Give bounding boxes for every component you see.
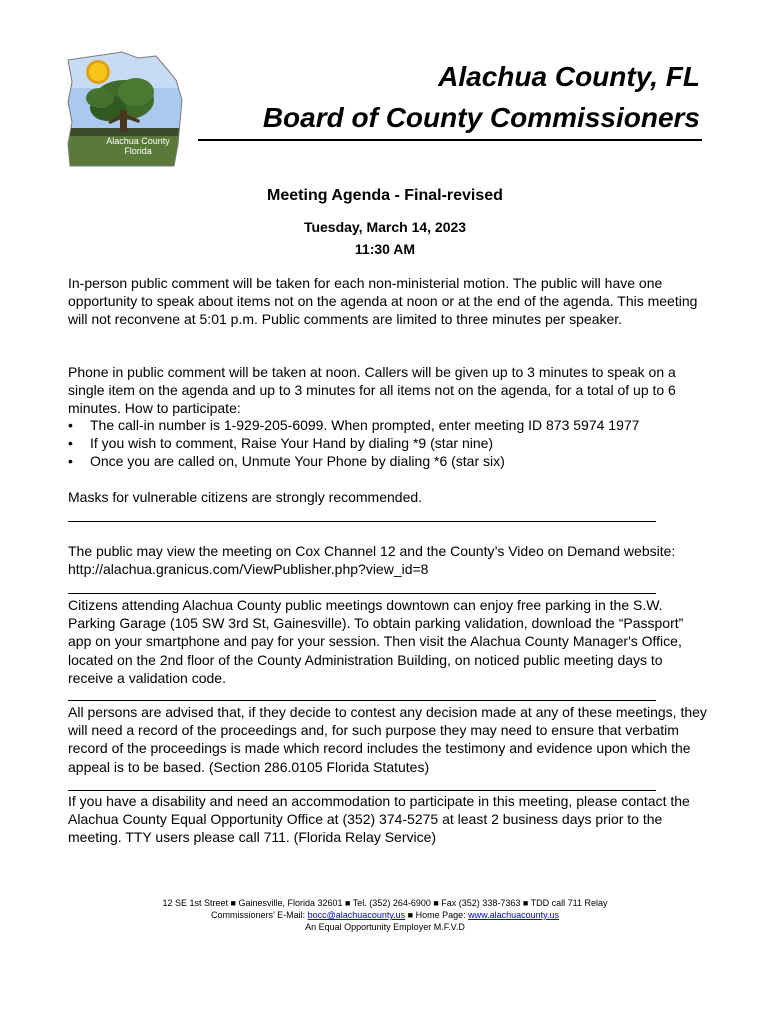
- logo-text-county: Alachua County: [106, 136, 170, 146]
- county-map-icon: [64, 48, 186, 170]
- phone-steps-list: [68, 416, 708, 471]
- list-item: • If you wish to comment, Raise Your Hand by dialing *9 (star nine): [68, 434, 708, 452]
- in-person-comment-paragraph: In-person public comment will be taken for each non-ministerial motion. The public will have one opportunity to speak about items not on the agenda at noon or at the end of the agenda. This meeting will not reconvene at 5:01 p.m. Public comments are limited to three minutes per speaker.: [68, 275, 698, 328]
- divider: [68, 593, 656, 594]
- disability-notice: If you have a disability and need an accommodation to participate in this meeting, please contact the Alachua County Equal Opportunity Office at (352) 374-5275 at least 2 business days prior to the meeting. TTY users please call 711. (Florida Relay Service): [68, 793, 690, 846]
- agenda-title: Meeting Agenda - Final-revised: [267, 187, 503, 204]
- page-footer: [0, 897, 770, 933]
- phone-comment-paragraph: Phone in public comment will be taken at noon. Callers will be given up to 3 minutes to speak on a single item on the agenda and up to 3 minutes for all items not on the agenda, for a total of up to 6 minutes. How to participate:: [68, 364, 676, 417]
- meeting-time: 11:30 AM: [354, 241, 416, 257]
- divider: [68, 521, 656, 522]
- meeting-date: Tuesday, March 14, 2023: [303, 219, 467, 235]
- organization-title: [263, 56, 700, 138]
- footer-contact: [0, 909, 770, 921]
- email-link[interactable]: bocc@alachuacounty.us: [307, 910, 406, 920]
- masks-notice: Masks for vulnerable citizens are strongly recommended.: [68, 489, 423, 505]
- list-item: • The call-in number is 1-929-205-6099. When prompted, enter meeting ID 873 5974 1977: [68, 416, 708, 434]
- title-board: Board of County Commissioners: [262, 102, 700, 133]
- list-item: • Once you are called on, Unmute Your Phone by dialing *6 (star six): [68, 452, 708, 470]
- footer-home-label: ■ Home Page:: [405, 910, 469, 920]
- footer-eeo: An Equal Opportunity Employer M.F.V.D: [305, 922, 465, 932]
- logo-text-state: Florida: [124, 146, 152, 156]
- county-logo: [64, 48, 186, 170]
- divider: [68, 790, 656, 791]
- title-county: Alachua County, FL: [438, 61, 700, 92]
- parking-notice: Citizens attending Alachua County public meetings downtown can enjoy free parking in the S.W. Parking Garage (105 SW 3rd St, Gainesville). To obtain parking validation, download the “Passport” app on your smartphone and pay for your session. Then visit the Alachua County Manager's Office, located on the 2nd floor of the County Administration Building, on noticed public meeting days to receive a validation code.: [68, 597, 684, 686]
- viewing-notice: The public may view the meeting on Cox Channel 12 and the County’s Video on Demand website: http://alachua.granicus.com/ViewPublisher.php?view_id=8: [68, 543, 676, 578]
- footer-email-label: Commissioners’ E-Mail:: [210, 910, 308, 920]
- title-underline: [198, 139, 702, 141]
- footer-address: 12 SE 1st Street ■ Gainesville, Florida 32601 ■ Tel. (352) 264-6900 ■ Fax (352) 338-7363 ■ TDD call 711 Relay: [162, 898, 608, 908]
- home-page-link[interactable]: www.alachuacounty.us: [468, 910, 560, 920]
- appeals-notice: All persons are advised that, if they decide to contest any decision made at any of these meetings, they will need a record of the proceedings and, for such purpose they may need to ensure that verbatim record of the proceedings is made which record includes the testimony and evidence upon which the appeal is to be based. (Section 286.0105 Florida Statutes): [68, 704, 707, 775]
- divider: [68, 700, 656, 701]
